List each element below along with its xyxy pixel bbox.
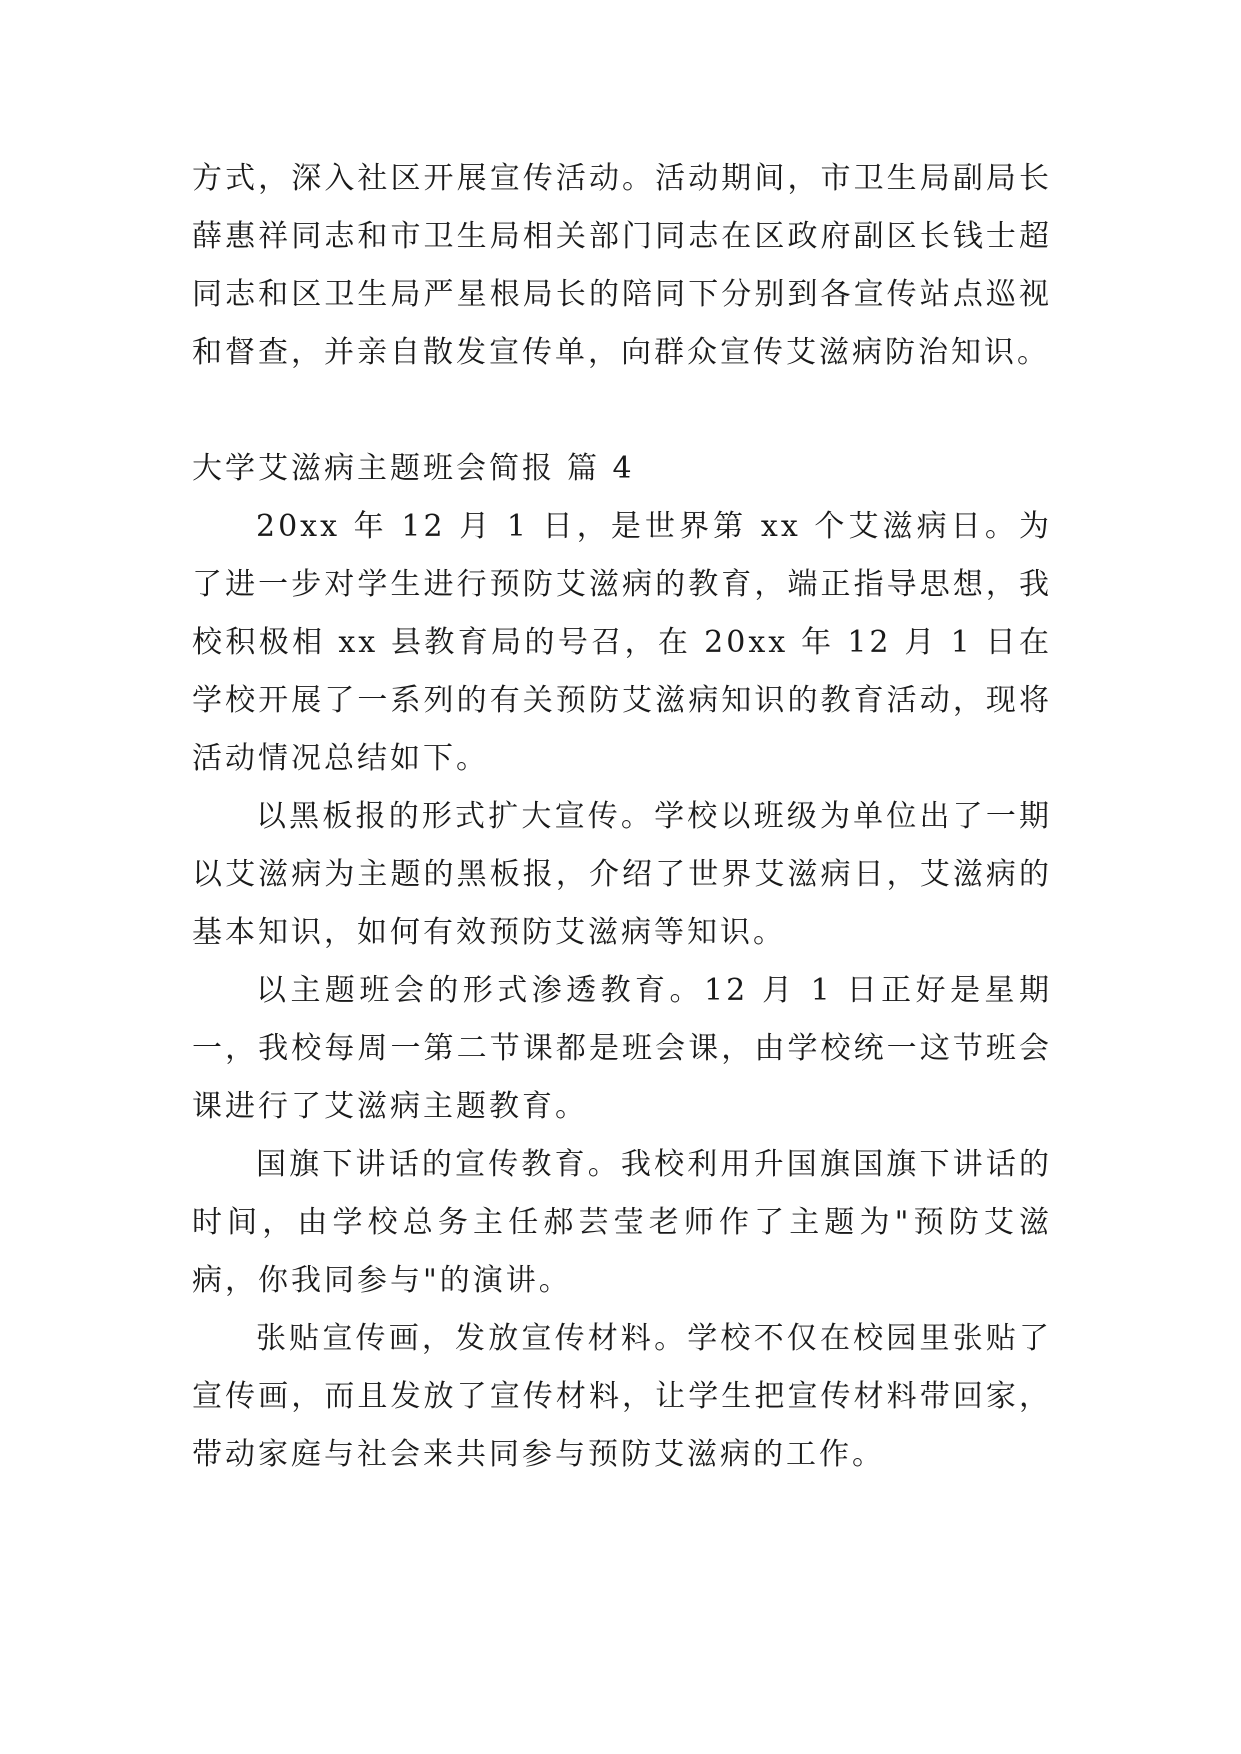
paragraph-flag-speech: 国旗下讲话的宣传教育。我校利用升国旗国旗下讲话的时间，由学校总务主任郝芸莹老师作了主题为"预防艾滋病，你我同参与"的演讲。 — [192, 1147, 1052, 1298]
section-heading — [192, 440, 1052, 498]
section-number: 篇 4 — [567, 451, 635, 486]
section-title-text: 大学艾滋病主题班会简报 — [192, 451, 555, 486]
paragraph-intro: 20xx 年 12 月 1 日，是世界第 xx 个艾滋病日。为了进一步对学生进行预防艾滋病的教育，端正指导思想，我校积极相 xx 县教育局的号召，在 20xx 年 12 月 1 日在学校开展了一系列的有关预防艾滋病知识的教育活动，现将活动情况总结如下。 — [192, 509, 1052, 776]
paragraph-continued: 方式，深入社区开展宣传活动。活动期间，市卫生局副局长薛惠祥同志和市卫生局相关部门同志在区政府副区长钱士超同志和区卫生局严星根局长的陪同下分别到各宣传站点巡视和督查，并亲自散发宣传单，向群众宣传艾滋病防治知识。 — [192, 161, 1052, 370]
document-body — [192, 150, 1052, 1484]
paragraph-blackboard: 以黑板报的形式扩大宣传。学校以班级为单位出了一期以艾滋病为主题的黑板报，介绍了世界艾滋病日，艾滋病的基本知识，如何有效预防艾滋病等知识。 — [192, 799, 1052, 950]
paragraph-posters: 张贴宣传画，发放宣传材料。学校不仅在校园里张贴了宣传画，而且发放了宣传材料，让学生把宣传材料带回家，带动家庭与社会来共同参与预防艾滋病的工作。 — [192, 1321, 1052, 1472]
paragraph-class-meeting: 以主题班会的形式渗透教育。12 月 1 日正好是星期一，我校每周一第二节课都是班会课，由学校统一这节班会课进行了艾滋病主题教育。 — [192, 973, 1052, 1124]
